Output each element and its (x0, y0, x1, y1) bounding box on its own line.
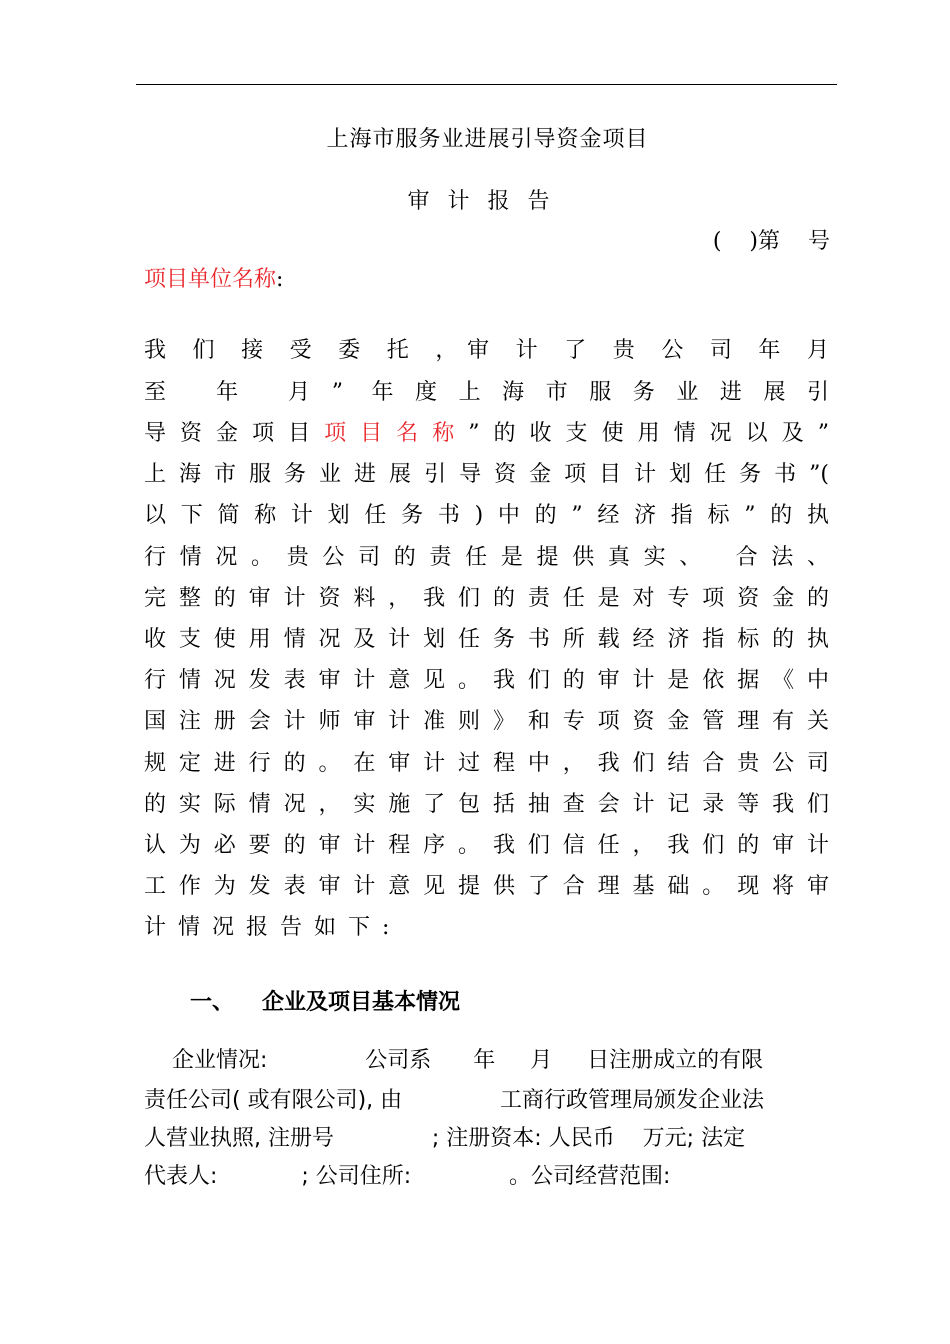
intro-line: 至 年 月” 年度上海市服务业进展引 (144, 380, 829, 405)
project-name-placeholder: 项目名称 (324, 421, 469, 446)
intro-line: 行情况。贵公司的责任是提供真实、 合法、 (144, 545, 829, 570)
project-unit-label (144, 262, 283, 293)
section-title: 企业及项目基本情况 (262, 990, 461, 1015)
intro-line: 认为必要的审计程序。我们信任，我们的审计 (144, 833, 829, 858)
intro-line: 我 们 接 受 委 托 ，审 计 了 贵 公 司 年 月 (144, 338, 829, 363)
section-number: 一、 (190, 990, 235, 1015)
intro-line: 完整的审计资料，我们的责任是对专项资金的 (144, 586, 829, 611)
intro-line: 的实际情况，实施了包括抽查会计记录等我们 (144, 792, 829, 817)
report-subtitle: 审计报告 (407, 189, 568, 214)
project-unit-name: 项目单位名称 (144, 267, 277, 292)
intro-line: 上海市服务业进展引导资金项目计划任务书”( (144, 462, 829, 487)
company-line: 代表人: ; 公司住所: 。公司经营范围: (144, 1164, 671, 1189)
document-number: ( )第 号 (712, 229, 830, 254)
top-rule (136, 84, 837, 85)
company-line: 企业情况: 公司系 年 月 日注册成立的有限 (144, 1048, 764, 1073)
company-line: 人营业执照, 注册号 ; 注册资本: 人民币 万元; 法定 (144, 1126, 746, 1151)
intro-line: 国注册会计师审计准则》和专项资金管理有关 (144, 709, 829, 734)
intro-line: 行情况发表审计意见。我们的审计是依据《中 (144, 668, 829, 693)
intro-line: 收支使用情况及计划任务书所载经济指标的执 (144, 627, 829, 652)
project-unit-colon: : (276, 267, 284, 292)
intro-line: 规定进行的。在审计过程中，我们结合贵公司 (144, 751, 829, 776)
intro-line: 计情况报告如下: (144, 915, 402, 940)
intro-line: 导资金项目项目名称”的收支使用情况以及” (144, 421, 829, 446)
company-line: 责任公司( 或有限公司), 由 工商行政管理局颁发企业法 (144, 1088, 765, 1113)
intro-line: 工作为发表审计意见提供了合理基础。现将审 (144, 874, 829, 899)
report-title: 上海市服务业进展引导资金项目 (326, 127, 649, 152)
intro-line: 以下简称计划任务书)中的”经济指标”的执 (144, 503, 829, 528)
section-heading (190, 985, 460, 1016)
